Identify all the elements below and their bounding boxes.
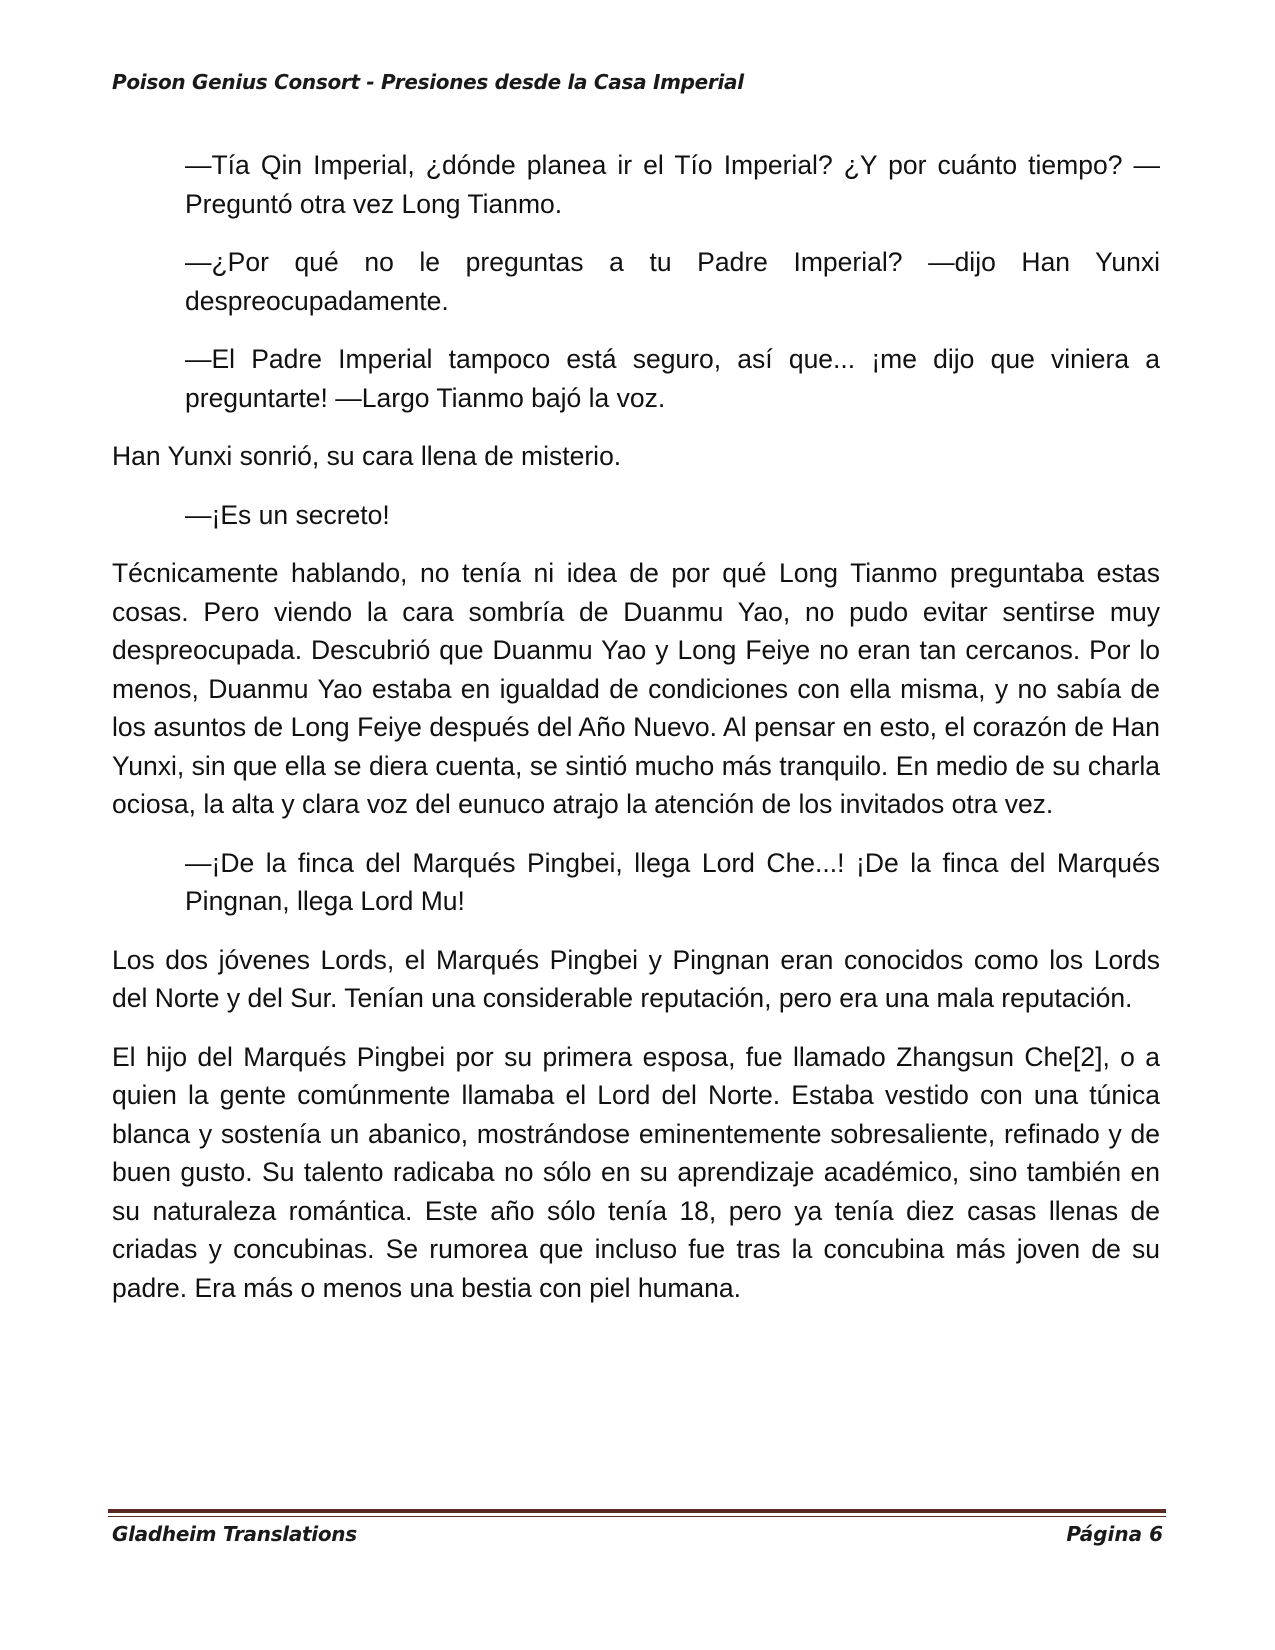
footer-divider-thin	[108, 1516, 1166, 1517]
footer-divider	[108, 1509, 1166, 1513]
dialogue-paragraph: —¿Por qué no le preguntas a tu Padre Imperial? —dijo Han Yunxi despreocupadamente.	[185, 247, 1160, 316]
page-number: Página 6	[1066, 1522, 1163, 1546]
narration-paragraph: Los dos jóvenes Lords, el Marqués Pingbei y Pingnan eran conocidos como los Lords del Norte y del Sur. Tenían una considerable reputación, pero era una mala reputación.	[112, 944, 1160, 1013]
narration-paragraph: Han Yunxi sonrió, su cara llena de misterio.	[112, 441, 622, 471]
narration-paragraph: El hijo del Marqués Pingbei por su primera esposa, fue llamado Zhangsun Che[2], o a quien la gente comúnmente llamaba el Lord del Norte. Estaba vestido con una túnica blanca y sostenía un abanico, mostrándose eminentemente sobresaliente, refinado y de buen gusto. Su talento radicaba no sólo en su aprendizaje académico, sino también en su naturaleza romántica. Este año sólo tenía 18, pero ya tenía diez casas llenas de criadas y concubinas. Se rumorea que incluso fue tras la concubina más joven de su padre. Era más o menos una bestia con piel humana.	[112, 1041, 1160, 1303]
dialogue-paragraph: —El Padre Imperial tampoco está seguro, así que... ¡me dijo que viniera a preguntarte! —Largo Tianmo bajó la voz.	[185, 344, 1160, 413]
narration-paragraph: Técnicamente hablando, no tenía ni idea de por qué Long Tianmo preguntaba estas cosas. Pero viendo la cara sombría de Duanmu Yao, no pudo evitar sentirse muy despreocupada. Descubrió que Duanmu Yao y Long Feiye no eran tan cercanos. Por lo menos, Duanmu Yao estaba en igualdad de condiciones con ella misma, y no sabía de los asuntos de Long Feiye después del Año Nuevo. Al pensar en esto, el corazón de Han Yunxi, sin que ella se diera cuenta, se sintió mucho más tranquilo. En medio de su charla ociosa, la alta y clara voz del eunuco atrajo la atención de los invitados otra vez.	[112, 558, 1160, 819]
dialogue-paragraph: —¡Es un secreto!	[185, 499, 390, 530]
dialogue-paragraph: —Tía Qin Imperial, ¿dónde planea ir el Tío Imperial? ¿Y por cuánto tiempo? —Preguntó otra vez Long Tianmo.	[185, 150, 1160, 219]
page-header-title: Poison Genius Consort - Presiones desde la Casa Imperial	[112, 70, 744, 94]
footer-translator-credit: Gladheim Translations	[112, 1522, 357, 1546]
dialogue-paragraph: —¡De la finca del Marqués Pingbei, llega Lord Che...! ¡De la finca del Marqués Pingnan, llega Lord Mu!	[185, 847, 1160, 916]
body-text	[112, 146, 1160, 1327]
